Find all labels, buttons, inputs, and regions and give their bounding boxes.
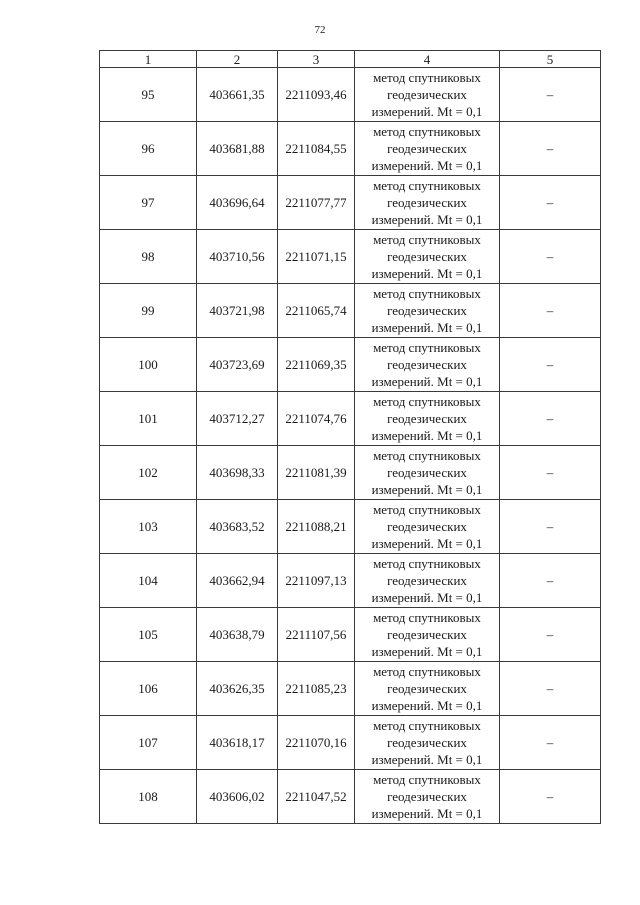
point-number-cell: 97 xyxy=(100,176,197,230)
coordinate-y-cell: 2211070,16 xyxy=(278,716,355,770)
coordinate-x-cell: 403626,35 xyxy=(197,662,278,716)
note-cell: – xyxy=(500,122,601,176)
table-row xyxy=(100,554,601,608)
note-cell: – xyxy=(500,608,601,662)
header-cell-2: 2 xyxy=(197,51,278,68)
note-cell: – xyxy=(500,284,601,338)
note-cell: – xyxy=(500,230,601,284)
coordinate-y-cell: 2211071,15 xyxy=(278,230,355,284)
point-number-cell: 104 xyxy=(100,554,197,608)
point-number-cell: 98 xyxy=(100,230,197,284)
coordinate-x-cell: 403661,35 xyxy=(197,68,278,122)
method-cell: метод спутниковых геодезических измерений. Mt = 0,1 xyxy=(355,392,500,446)
coordinate-y-cell: 2211074,76 xyxy=(278,392,355,446)
point-number-cell: 106 xyxy=(100,662,197,716)
method-cell: метод спутниковых геодезических измерений. Mt = 0,1 xyxy=(355,446,500,500)
point-number-cell: 101 xyxy=(100,392,197,446)
point-number-cell: 95 xyxy=(100,68,197,122)
note-cell: – xyxy=(500,770,601,824)
coordinate-x-cell: 403723,69 xyxy=(197,338,278,392)
coordinate-x-cell: 403721,98 xyxy=(197,284,278,338)
point-number-cell: 107 xyxy=(100,716,197,770)
table-row xyxy=(100,176,601,230)
table-row xyxy=(100,500,601,554)
coordinate-y-cell: 2211107,56 xyxy=(278,608,355,662)
note-cell: – xyxy=(500,554,601,608)
coordinate-x-cell: 403698,33 xyxy=(197,446,278,500)
point-number-cell: 105 xyxy=(100,608,197,662)
header-cell-4: 4 xyxy=(355,51,500,68)
table-row xyxy=(100,338,601,392)
coordinate-y-cell: 2211097,13 xyxy=(278,554,355,608)
coordinate-x-cell: 403710,56 xyxy=(197,230,278,284)
table-row xyxy=(100,392,601,446)
note-cell: – xyxy=(500,716,601,770)
coordinate-y-cell: 2211065,74 xyxy=(278,284,355,338)
header-cell-3: 3 xyxy=(278,51,355,68)
header-cell-1: 1 xyxy=(100,51,197,68)
page-number: 72 xyxy=(314,24,326,36)
method-cell: метод спутниковых геодезических измерений. Mt = 0,1 xyxy=(355,608,500,662)
coordinate-y-cell: 2211077,77 xyxy=(278,176,355,230)
note-cell: – xyxy=(500,176,601,230)
method-cell: метод спутниковых геодезических измерений. Mt = 0,1 xyxy=(355,68,500,122)
point-number-cell: 100 xyxy=(100,338,197,392)
coordinate-x-cell: 403696,64 xyxy=(197,176,278,230)
coordinate-x-cell: 403662,94 xyxy=(197,554,278,608)
coordinate-x-cell: 403681,88 xyxy=(197,122,278,176)
method-cell: метод спутниковых геодезических измерений. Mt = 0,1 xyxy=(355,284,500,338)
coordinate-y-cell: 2211085,23 xyxy=(278,662,355,716)
note-cell: – xyxy=(500,68,601,122)
header-cell-5: 5 xyxy=(500,51,601,68)
table-row xyxy=(100,284,601,338)
coordinate-x-cell: 403618,17 xyxy=(197,716,278,770)
point-number-cell: 103 xyxy=(100,500,197,554)
coordinate-y-cell: 2211081,39 xyxy=(278,446,355,500)
method-cell: метод спутниковых геодезических измерений. Mt = 0,1 xyxy=(355,338,500,392)
coordinate-x-cell: 403683,52 xyxy=(197,500,278,554)
header-row xyxy=(100,51,601,68)
coordinate-x-cell: 403606,02 xyxy=(197,770,278,824)
table-row xyxy=(100,716,601,770)
coordinate-x-cell: 403638,79 xyxy=(197,608,278,662)
coordinate-x-cell: 403712,27 xyxy=(197,392,278,446)
coordinate-y-cell: 2211069,35 xyxy=(278,338,355,392)
method-cell: метод спутниковых геодезических измерений. Mt = 0,1 xyxy=(355,554,500,608)
table-row xyxy=(100,770,601,824)
note-cell: – xyxy=(500,446,601,500)
coordinate-y-cell: 2211047,52 xyxy=(278,770,355,824)
point-number-cell: 108 xyxy=(100,770,197,824)
coordinate-y-cell: 2211088,21 xyxy=(278,500,355,554)
point-number-cell: 99 xyxy=(100,284,197,338)
method-cell: метод спутниковых геодезических измерений. Mt = 0,1 xyxy=(355,122,500,176)
method-cell: метод спутниковых геодезических измерений. Mt = 0,1 xyxy=(355,662,500,716)
method-cell: метод спутниковых геодезических измерений. Mt = 0,1 xyxy=(355,230,500,284)
table-row xyxy=(100,68,601,122)
point-number-cell: 96 xyxy=(100,122,197,176)
note-cell: – xyxy=(500,392,601,446)
method-cell: метод спутниковых геодезических измерений. Mt = 0,1 xyxy=(355,716,500,770)
table-row xyxy=(100,446,601,500)
table-row xyxy=(100,230,601,284)
note-cell: – xyxy=(500,338,601,392)
coordinate-y-cell: 2211093,46 xyxy=(278,68,355,122)
method-cell: метод спутниковых геодезических измерений. Mt = 0,1 xyxy=(355,500,500,554)
coordinate-y-cell: 2211084,55 xyxy=(278,122,355,176)
note-cell: – xyxy=(500,662,601,716)
point-number-cell: 102 xyxy=(100,446,197,500)
table-row xyxy=(100,662,601,716)
method-cell: метод спутниковых геодезических измерений. Mt = 0,1 xyxy=(355,770,500,824)
note-cell: – xyxy=(500,500,601,554)
coordinates-table xyxy=(99,50,601,824)
table-row xyxy=(100,608,601,662)
table-row xyxy=(100,122,601,176)
method-cell: метод спутниковых геодезических измерений. Mt = 0,1 xyxy=(355,176,500,230)
